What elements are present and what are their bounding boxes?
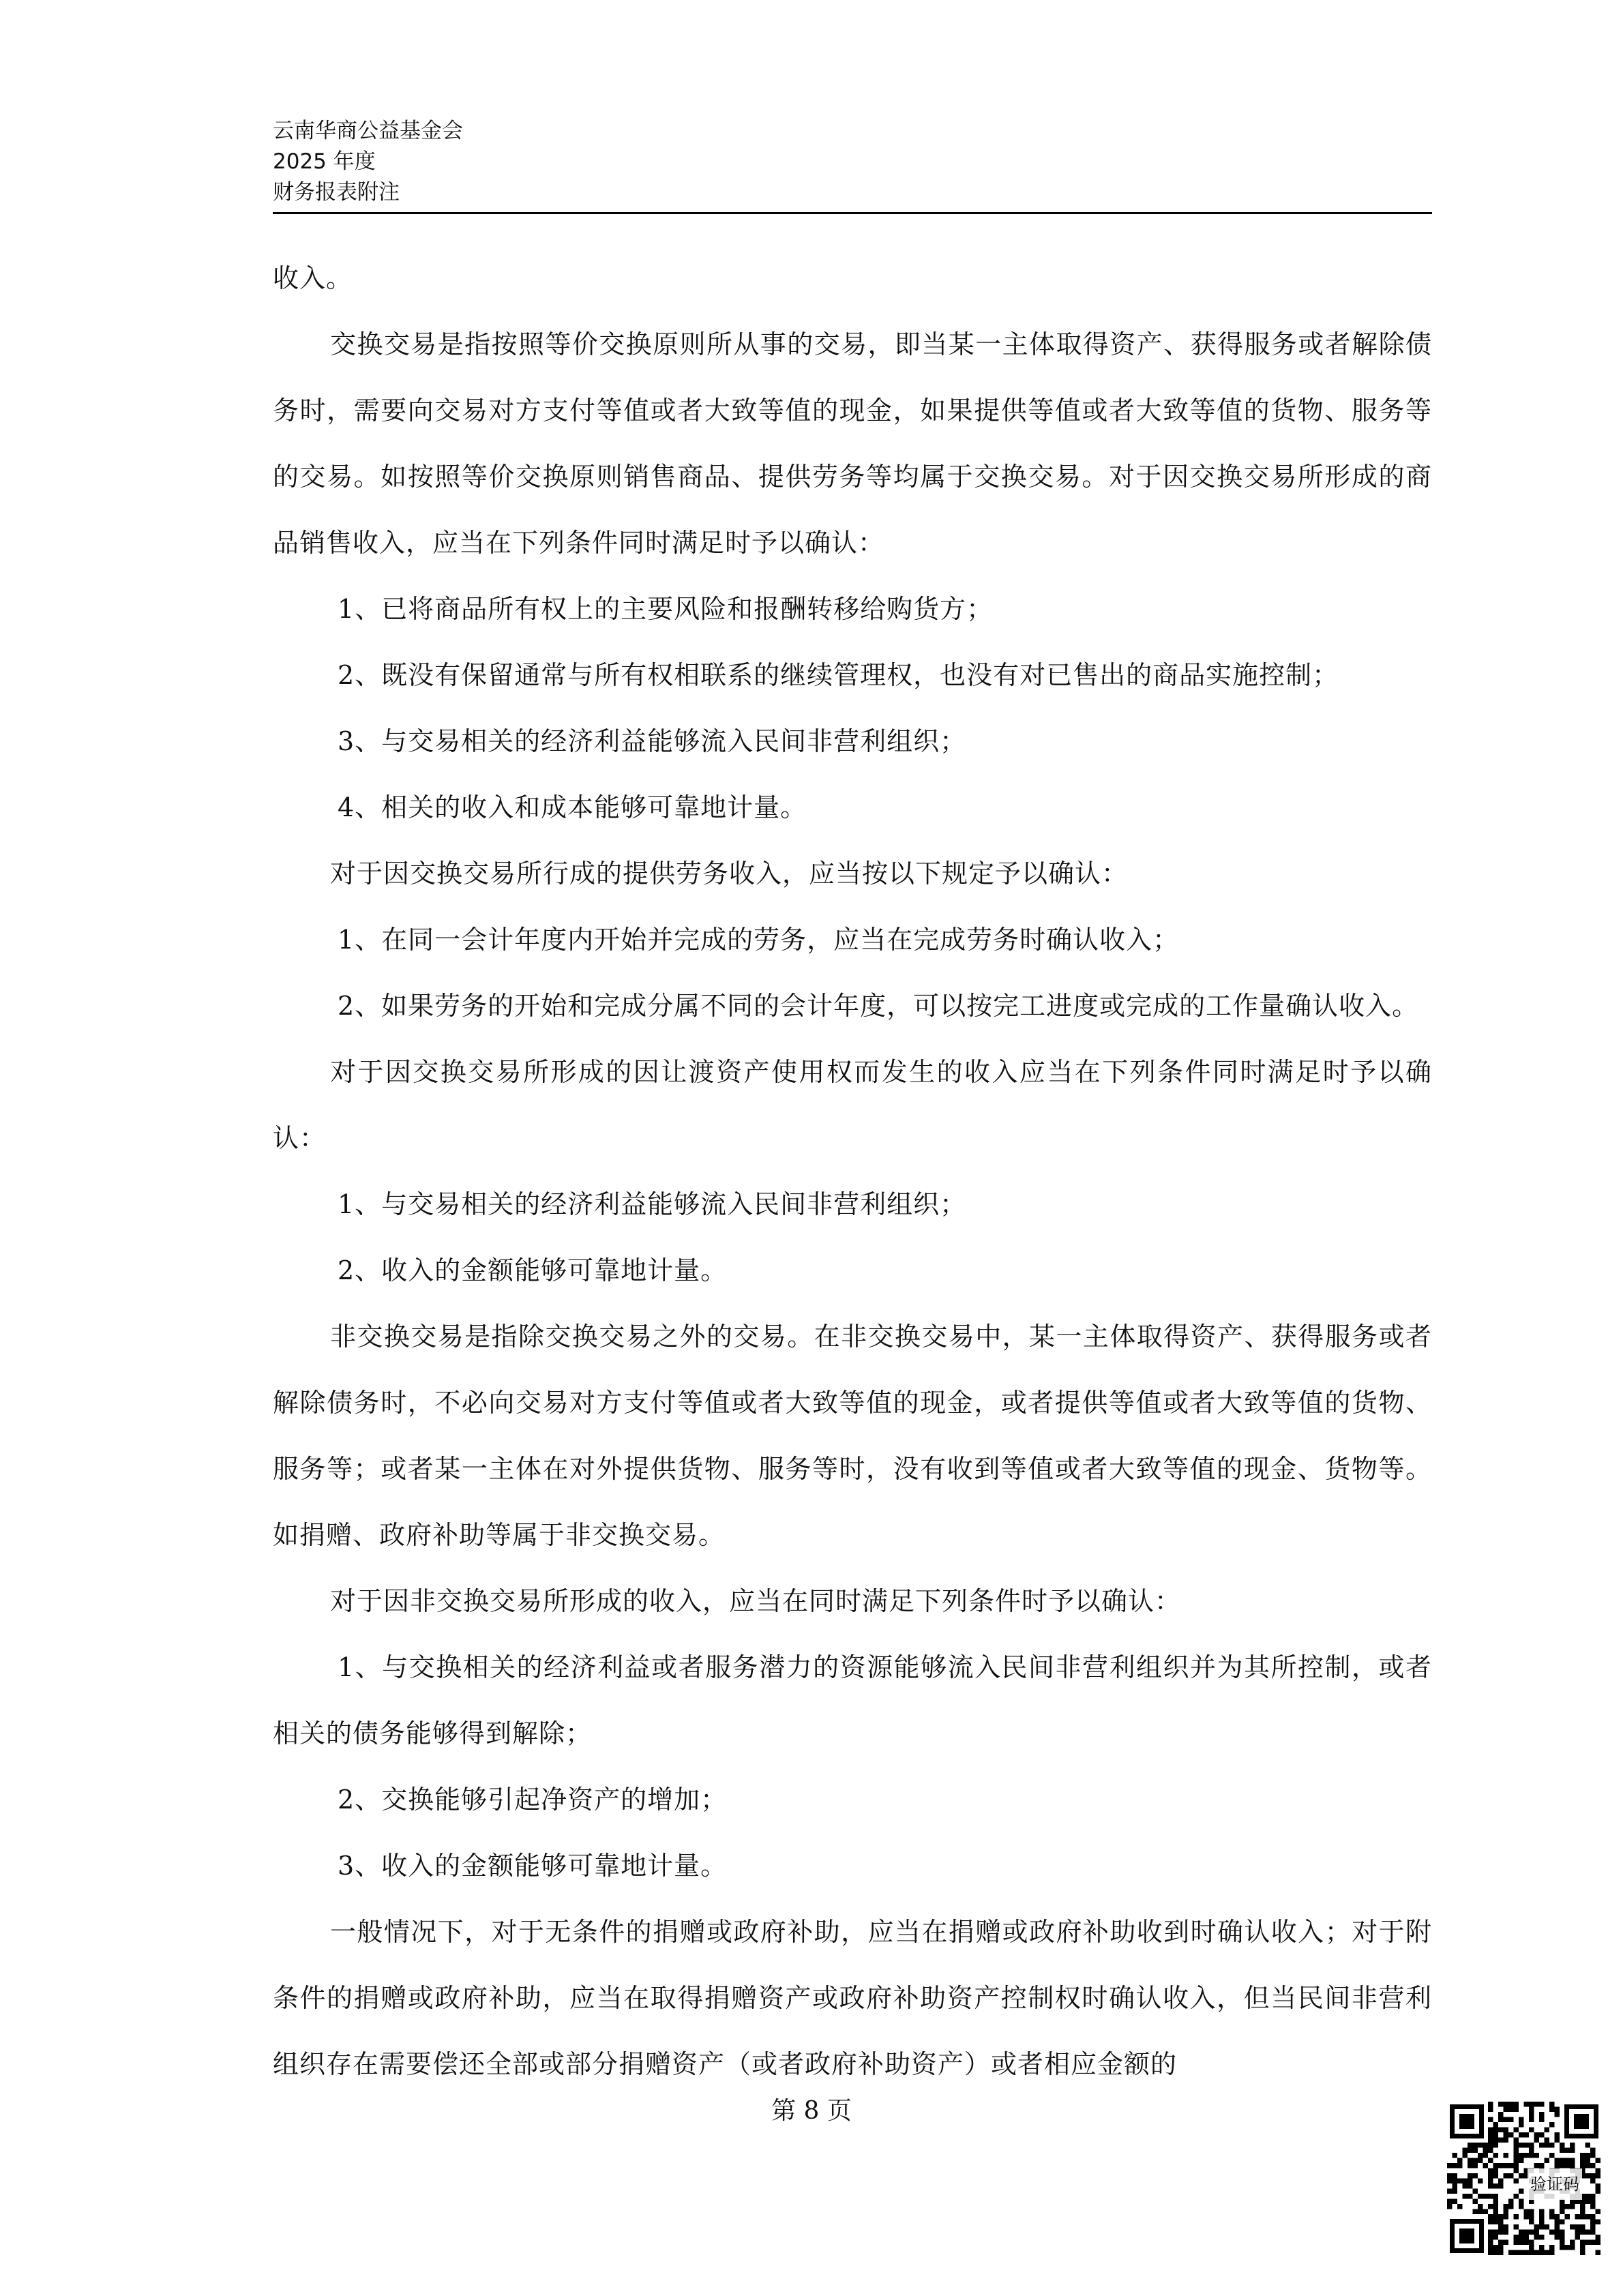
paragraph: 一般情况下，对于无条件的捐赠或政府补助，应当在捐赠或政府补助收到时确认收入；对于附条件的捐赠或政府补助，应当在取得捐赠资产或政府补助资产控制权时确认收入，但当民间非营利组织存在需要偿还全部或部分捐赠资产（或者政府补助资产）或者相应金额的 <box>273 1917 1432 2079</box>
qr-code-icon <box>1447 2102 1601 2256</box>
verification-qr-code <box>1447 2102 1601 2256</box>
list-item: 1、在同一会计年度内开始并完成的劳务，应当在完成劳务时确认收入； <box>338 925 1180 955</box>
header-year: 2025 年度 <box>273 149 376 174</box>
paragraph: 交换交易是指按照等价交换原则所从事的交易，即当某一主体取得资产、获得服务或者解除债务时，需要向交易对方支付等值或者大致等值的现金，如果提供等值或者大致等值的货物、服务等的交易。如按照等价交换原则销售商品、提供劳务等均属于交换交易。对于因交换交易所形成的商品销售收入，应当在下列条件同时满足时予以确认： <box>273 329 1432 558</box>
list-item: 1、与交易相关的经济利益能够流入民间非营利组织； <box>338 1189 967 1219</box>
page-header <box>273 116 1432 208</box>
list-item: 3、收入的金额能够可靠地计量。 <box>338 1851 728 1881</box>
list-item: 2、如果劳务的开始和完成分属不同的会计年度，可以按完工进度或完成的工作量确认收入。 <box>338 991 1419 1021</box>
list-item: 2、既没有保留通常与所有权相联系的继续管理权，也没有对已售出的商品实施控制； <box>338 660 1339 690</box>
header-doc-title: 财务报表附注 <box>273 180 400 205</box>
list-item: 3、与交易相关的经济利益能够流入民间非营利组织； <box>338 726 967 756</box>
qr-caption: 验证码 <box>1530 2175 1579 2194</box>
list-item: 2、收入的金额能够可靠地计量。 <box>338 1255 728 1285</box>
list-item: 4、相关的收入和成本能够可靠地计量。 <box>338 792 807 822</box>
header-org-name: 云南华商公益基金会 <box>273 119 463 143</box>
document-body <box>273 245 1432 2098</box>
list-item: 1、已将商品所有权上的主要风险和报酬转移给购货方； <box>338 594 994 624</box>
list-item: 1、与交换相关的经济利益或者服务潜力的资源能够流入民间非营利组织并为其所控制，或者相关的债务能够得到解除； <box>273 1652 1432 1748</box>
paragraph: 对于因交换交易所行成的提供劳务收入，应当按以下规定予以确认： <box>330 859 1129 889</box>
paragraph: 对于因交换交易所形成的因让渡资产使用权而发生的收入应当在下列条件同时满足时予以确认： <box>273 1057 1432 1153</box>
header-divider <box>273 212 1432 214</box>
paragraph: 对于因非交换交易所形成的收入，应当在同时满足下列条件时予以确认： <box>330 1586 1182 1616</box>
paragraph: 非交换交易是指除交换交易之外的交易。在非交换交易中，某一主体取得资产、获得服务或者解除债务时，不必向交易对方支付等值或者大致等值的现金，或者提供等值或者大致等值的货物、服务等；或者某一主体在对外提供货物、服务等时，没有收到等值或者大致等值的现金、货物等。如捐赠、政府补助等属于非交换交易。 <box>273 1322 1432 1550</box>
page-number: 第 8 页 <box>771 2097 852 2125</box>
list-item: 2、交换能够引起净资产的增加； <box>338 1785 728 1815</box>
paragraph: 收入。 <box>273 263 353 293</box>
